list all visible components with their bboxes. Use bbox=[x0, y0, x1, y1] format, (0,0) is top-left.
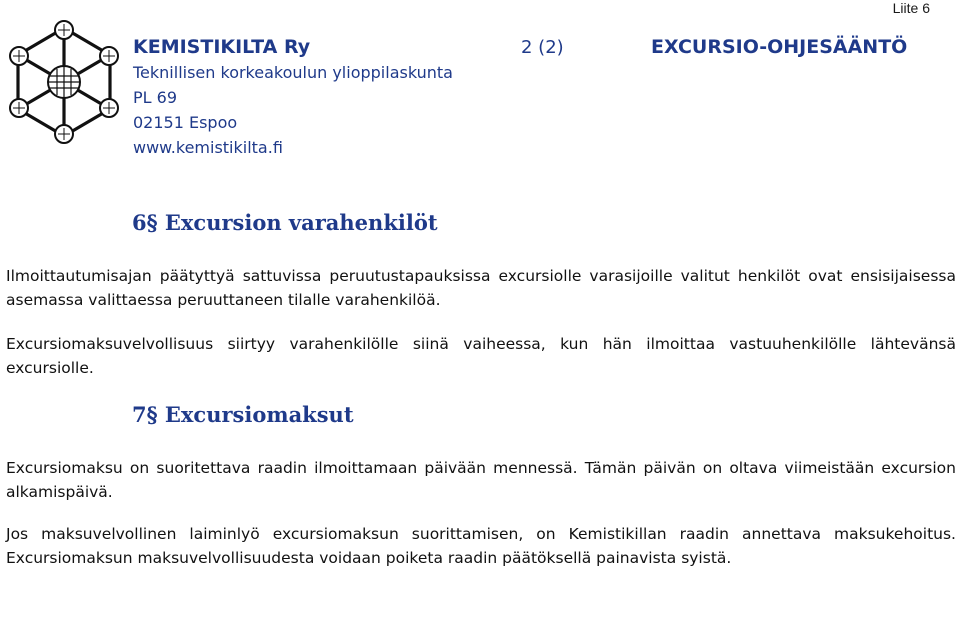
organization-line-3: 02151 Espoo bbox=[133, 113, 238, 132]
document-body bbox=[6, 202, 956, 570]
organization-address bbox=[133, 35, 453, 160]
section-heading-7: 7§ Excursiomaksut bbox=[132, 402, 354, 427]
organization-line-2: PL 69 bbox=[133, 88, 178, 107]
organization-name: KEMISTIKILTA Ry bbox=[133, 36, 311, 58]
section-7-paragraph-1: Excursiomaksu on suoritettava raadin ilmoittamaan päivään mennessä. Tämän päivän on oltava viimeistään excursion alkamispäivä. bbox=[6, 459, 956, 501]
section-6-paragraph-1: Ilmoittautumisajan päätyttyä sattuvissa peruutustapauksissa excursiolle varasijoille valitut henkilöt ovat ensisijaisessa asemassa valittaessa peruuttaneen tilalle varahenkilöä. bbox=[6, 267, 956, 309]
section-7-paragraph-2: Jos maksuvelvollinen laiminlyö excursiomaksun suorittamisen, on Kemistikillan raadin annettava maksukehoitus. Excursiomaksun maksuvelvollisuudesta voidaan poiketa raadin päätöksellä painavista syistä. bbox=[6, 525, 956, 567]
guild-logo bbox=[2, 20, 126, 144]
appendix-tag: Liite 6 bbox=[892, 0, 930, 16]
organization-line-1: Teknillisen korkeakoulun ylioppilaskunta bbox=[133, 63, 453, 82]
document-title: EXCURSIO-OHJESÄÄNTÖ bbox=[651, 36, 908, 58]
section-heading-6: 6§ Excursion varahenkilöt bbox=[132, 210, 438, 235]
section-6-paragraph-2: Excursiomaksuvelvollisuus siirtyy varahenkilölle siinä vaiheessa, kun hän ilmoittaa vastuuhenkilölle lähtevänsä excursiolle. bbox=[6, 335, 956, 377]
organization-website: www.kemistikilta.fi bbox=[133, 138, 283, 157]
page-number: 2 (2) bbox=[521, 37, 564, 58]
